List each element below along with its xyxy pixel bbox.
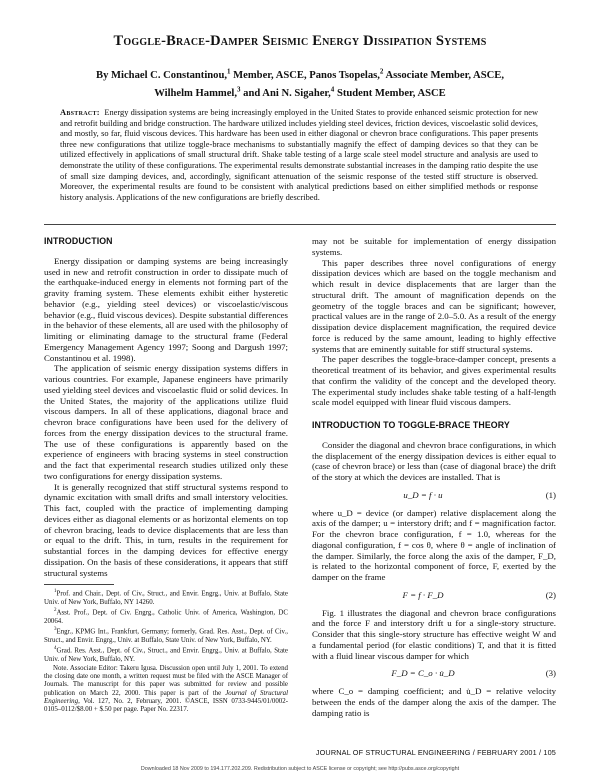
theory-paragraph-2: where u_D = device (or damper) relative displacement along the axis of the damper; u = interstory drift; and f = magnification factor. For the chevron brace configuration, f = 1.0, whereas for the diagonal configuration, f = cos θ, where θ = angle of inclination of the damper. Similarly, the force along the axis of the damper, F_D, is related to the horizontal component of force, F, exerted by the damper on the frame — [312, 507, 556, 582]
intro-paragraph-1: Energy dissipation or damping systems are being increasingly used in new and retrofit construction in order to dissipate much of the earthquake-induced energy in elements not forming part of the gravity framing system. These elements exhibit either hysteretic behavior (e.g., yielding steel devices) or viscoelastic/viscous behavior (e.g., fluid viscous devices). Despite substantial differences in the behavior of these elements, all are used with the philosophy of limiting or eliminating damage to the structural frame (Federal Emergency Management Agency 1997; Soong and Dargush 1997; Constantinou et al. 1998). — [44, 255, 288, 363]
equation-3-expression: F_D = C_o · u̇_D — [391, 668, 455, 679]
right-column — [312, 236, 556, 718]
equation-3 — [312, 668, 556, 679]
download-notice: Downloaded 18 Nov 2009 to 194.177.202.209. Redistribution subject to ASCE license or copyright; see http://pubs.asce.org/copyright — [140, 766, 460, 772]
theory-heading: INTRODUCTION TO TOGGLE-BRACE THEORY — [312, 420, 510, 430]
section-divider — [44, 224, 556, 225]
equation-2-expression: F = f · F_D — [402, 589, 444, 600]
equation-2-number: (2) — [545, 589, 556, 600]
theory-paragraph-3: Fig. 1 illustrates the diagonal and chevron brace configurations and the force F and interstory drift u for a single-story structure. Consider that this single-story structure has effective weight W and a fundamental period (for elastic conditions) T, and that it is fitted with a fluid linear viscous damper for which — [312, 607, 556, 661]
intro-heading: INTRODUCTION — [44, 236, 113, 246]
footnote-divider — [44, 584, 114, 585]
theory-paragraph-1: Consider the diagonal and chevron brace configurations, in which the displacement of the energy dissipation devices is either equal to (case of chevron brace) or less than (case of diagonal brace) the drift of the story at which the devices are installed. That is — [312, 439, 556, 482]
theory-paragraph-4: where C_o = damping coefficient; and u̇_D = relative velocity between the ends of the damper along the axis of the damper. The damping ratio is — [312, 686, 556, 718]
author-list — [40, 64, 560, 101]
right-paragraph-1: This paper describes three novel configurations of energy dissipation devices which are based on the toggle mechanism and which result in device displacements that are larger than the structural drift. The amount of magnification depends on the geometry of the toggle braces and can be significant; however, practical values are in the range of 2.0–5.0. As a result of the energy dissipation device displacement magnification, the required device force is reduced by the same amount, leading to highly effective systems that are eminently suitable for stiff structural systems. — [312, 257, 556, 354]
equation-3-number: (3) — [545, 668, 556, 679]
footnote-2: $^2$Asst. Prof., Dept. of Civ. Engrg., Catholic Univ. of America, Washington, DC 20064. — [44, 608, 288, 625]
equation-1-expression: u_D = f · u — [403, 489, 443, 500]
intro-paragraph-3: It is generally recognized that stiff structural systems respond to dynamic excitation with small drifts and small interstory velocities. This fact, coupled with the practice of implementing damping devices either as diagonal elements or as horizontal elements on top of chevron bracing, leads to device displacements that are less than or equal to the drift. This, in turn, results in the requirement for substantial forces in the damping devices for effective energy dissipation. On the basis of these considerations, it appears that stiff structural systems — [44, 481, 288, 578]
footnote-3: $^3$Engr., KPMG Int., Frankfurt, Germany; formerly, Grad. Res. Asst., Dept. of Civ., Struct., and Envir. Engrg., Univ. at Buffalo, State Univ. of New York, Buffalo, NY. — [44, 627, 288, 644]
equation-1 — [312, 490, 556, 501]
equation-1-number: (1) — [545, 489, 556, 500]
running-footer: JOURNAL OF STRUCTURAL ENGINEERING / FEBRUARY 2001 / 105 — [315, 748, 556, 757]
author-line-2: Wilhelm Hammel,$^3$ and Ani N. Sigaher,$^4$ Student Member, ASCE — [154, 85, 446, 100]
equation-2 — [312, 590, 556, 601]
right-paragraph-2: The paper describes the toggle-brace-damper concept, presents a theoretical treatment of its behavior, and gives experimental results that confirm the validity of the concept and the developed theory. The experimental study includes shake table testing of a half-length scale model equipped with linear fluid viscous dampers. — [312, 354, 556, 408]
left-column — [44, 236, 288, 715]
intro-paragraph-2: The application of seismic energy dissipation systems differs in various countries. For example, Japanese engineers have primarily used yielding steel devices and viscoelastic fluid or solid devices. In the United States, the majority of the applications utilize fluid viscous dampers. In all of these applications, diagonal brace and chevron brace configurations have been used for the delivery of forces from the energy dissipation devices to the structural frame. The use of these configurations is apparently based on the experience of engineers with bracing systems in steel construction and the fact that experimental research studies utilized only these two configurations for energy dissipation systems. — [44, 363, 288, 481]
author-line-1: By Michael C. Constantinou,$^1$ Member, ASCE, Panos Tsopelas,$^2$ Associate Member, ASCE, — [96, 67, 504, 81]
continued-paragraph: may not be suitable for implementation of energy dissipation systems. — [312, 236, 556, 257]
abstract-label: Abstract: — [60, 108, 100, 117]
abstract-text: Energy dissipation systems are being increasingly employed in the United States to provide enhanced seismic protection for new and retrofit building and bridge construction. The hardware utilized includes yielding steel devices, friction devices, viscoelastic solid devices, and mostly, so far, fluid viscous devices. This hardware has been used in either diagonal or chevron brace configurations. This paper presents three new configurations that utilize toggle-brace mechanisms to substantially magnify the effect of damping devices so that they can be utilized effectively in applications of small structural drift. Shake table testing of a large scale steel model structure and analysis are used to demonstrate the utility of these configurations. The experimental results demonstrate substantial increases in the damping ratio despite the use of small size damping devices, and, accordingly, significant attenuation of the seismic response of the tested stiff structure is observed. Moreover, the experimental results are found to be consistent with analytical predictions based on either simplified methods or response history analysis. Applications of the new configurations are briefly described. — [60, 108, 538, 202]
footnote-1: $^1$Prof. and Chair., Dept. of Civ., Struct., and Envir. Engrg., Univ. at Buffalo, State Univ. of New York, Buffalo, NY 14260. — [44, 589, 288, 606]
editorial-note: Note. Associate Editor: Takeru Igusa. Discussion open until July 1, 2001. To extend the closing date one month, a written request must be filed with the ASCE Manager of Journals. The manuscript for this paper was submitted for review and possible publication on March 22, 2000. This paper is part of the Journal of Structural Engineering, Vol. 127, No. 2, February, 2001. ©ASCE, ISSN 0733-9445/01/0002-0105–0112/$8.00 + $.50 per page. Paper No. 22317. — [44, 664, 289, 714]
paper-title: Toggle-Brace-Damper Seismic Energy Dissipation Systems — [113, 33, 487, 49]
footnote-4: $^4$Grad. Res. Asst., Dept. of Civ., Struct., and Envir. Engrg., Univ. at Buffalo, State Univ. of New York, Buffalo, NY. — [44, 645, 288, 663]
abstract — [60, 108, 538, 203]
